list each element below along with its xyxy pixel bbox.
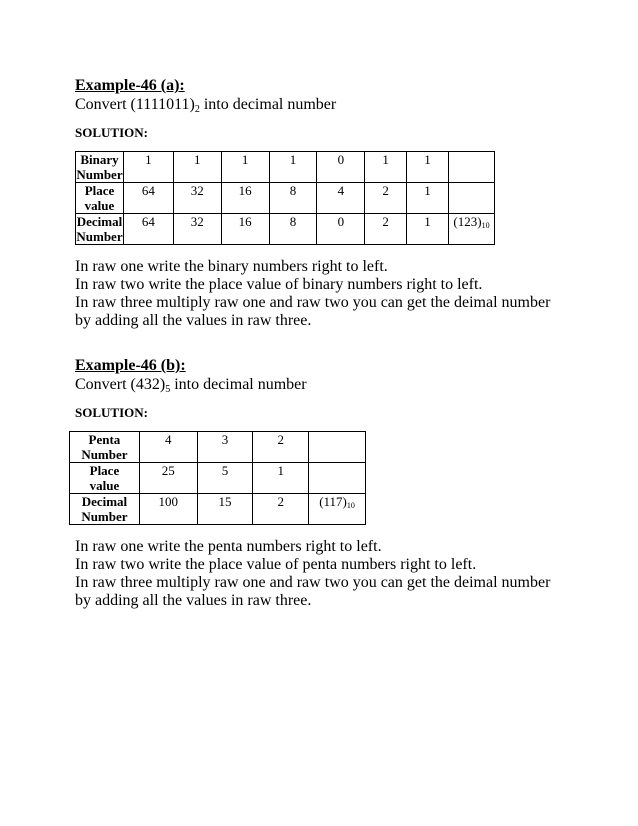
table-cell: 64	[123, 183, 173, 214]
table-row	[70, 494, 366, 525]
example-a-table	[75, 151, 495, 245]
table-cell: 1	[365, 152, 407, 183]
explanation-line: In raw three multiply raw one and raw two you can get the deimal number by adding all the values in raw three.	[75, 574, 551, 609]
example-b-table-body	[70, 432, 366, 525]
table-row	[76, 183, 495, 214]
table-cell: 32	[173, 214, 221, 245]
table-cell: 15	[197, 494, 253, 525]
table-cell: 1	[407, 183, 449, 214]
result-cell	[448, 214, 494, 245]
table-cell: 16	[221, 183, 269, 214]
row-label-line: Binary	[80, 152, 119, 167]
table-cell: 1	[269, 152, 317, 183]
table-cell: 4	[139, 432, 197, 463]
example-a-heading: Example-46 (a):	[75, 77, 185, 94]
explanation-line: In raw one write the binary numbers right to left.	[75, 258, 388, 275]
table-row	[70, 463, 366, 494]
table-cell: 0	[317, 152, 365, 183]
table-cell	[309, 463, 366, 494]
example-a-table-body	[76, 152, 495, 245]
row-label-line: Place	[84, 183, 115, 198]
explanation-line: In raw two write the place value of binary numbers right to left.	[75, 276, 483, 293]
row-label	[70, 432, 140, 463]
row-label	[76, 152, 124, 183]
table-cell: 5	[197, 463, 253, 494]
example-b-table	[69, 431, 366, 525]
table-cell: 64	[123, 214, 173, 245]
row-label	[70, 463, 140, 494]
table-cell: 2	[253, 432, 309, 463]
result-cell	[309, 494, 366, 525]
example-a-explanation	[75, 258, 555, 330]
table-row	[76, 214, 495, 245]
example-b-convert-suffix: into decimal number	[170, 376, 307, 393]
table-cell	[448, 183, 494, 214]
table-row	[76, 152, 495, 183]
row-label-line: value	[89, 478, 120, 493]
row-label-line: Penta	[88, 432, 121, 447]
result-value: (123)	[453, 214, 482, 229]
row-label-line: value	[84, 198, 115, 213]
explanation-line: In raw two write the place value of penta numbers right to left.	[75, 556, 477, 573]
table-cell: 3	[197, 432, 253, 463]
table-cell: 16	[221, 214, 269, 245]
row-label	[76, 183, 124, 214]
explanation-line: In raw three multiply raw one and raw two you can get the deimal number by adding all the values in raw three.	[75, 294, 551, 329]
table-cell: 0	[317, 214, 365, 245]
row-label-line: Decimal	[76, 214, 123, 229]
table-cell: 100	[139, 494, 197, 525]
example-a-convert-base: 2	[194, 104, 200, 115]
table-cell: 32	[173, 183, 221, 214]
result-base: 10	[481, 221, 490, 230]
row-label-line: Place	[89, 463, 120, 478]
row-label-line: Number	[81, 447, 128, 462]
table-cell: 2	[365, 183, 407, 214]
example-b-solution-label: SOLUTION:	[75, 405, 148, 420]
table-cell: 1	[407, 214, 449, 245]
table-cell: 1	[123, 152, 173, 183]
example-a-problem	[75, 95, 545, 114]
table-cell: 1	[253, 463, 309, 494]
table-cell: 8	[269, 183, 317, 214]
row-label-line: Decimal	[81, 494, 128, 509]
table-cell	[309, 432, 366, 463]
example-b-section	[75, 356, 551, 610]
table-cell: 1	[407, 152, 449, 183]
table-cell: 1	[173, 152, 221, 183]
table-cell: 2	[365, 214, 407, 245]
table-cell: 2	[253, 494, 309, 525]
row-label-line: Number	[81, 509, 128, 524]
example-b-convert-base: 5	[165, 384, 171, 395]
row-label-line: Number	[76, 229, 123, 244]
row-label-line: Number	[76, 167, 123, 182]
example-a-convert-suffix: into decimal number	[199, 96, 337, 113]
table-cell: 8	[269, 214, 317, 245]
result-base: 10	[346, 501, 355, 510]
example-b-convert-prefix: Convert (432)	[75, 376, 166, 393]
example-b-explanation	[75, 538, 555, 610]
result-value: (117)	[319, 494, 347, 509]
row-label	[70, 494, 140, 525]
example-a-section	[75, 76, 551, 330]
row-label	[76, 214, 124, 245]
table-cell: 25	[139, 463, 197, 494]
table-row	[70, 432, 366, 463]
table-cell: 4	[317, 183, 365, 214]
example-a-convert-prefix: Convert (1111011)	[75, 96, 195, 113]
table-cell: 1	[221, 152, 269, 183]
explanation-line: In raw one write the penta numbers right to left.	[75, 538, 382, 555]
example-a-solution-label: SOLUTION:	[75, 125, 148, 140]
table-cell	[448, 152, 494, 183]
example-b-problem	[75, 375, 545, 394]
example-b-heading: Example-46 (b):	[75, 357, 186, 374]
